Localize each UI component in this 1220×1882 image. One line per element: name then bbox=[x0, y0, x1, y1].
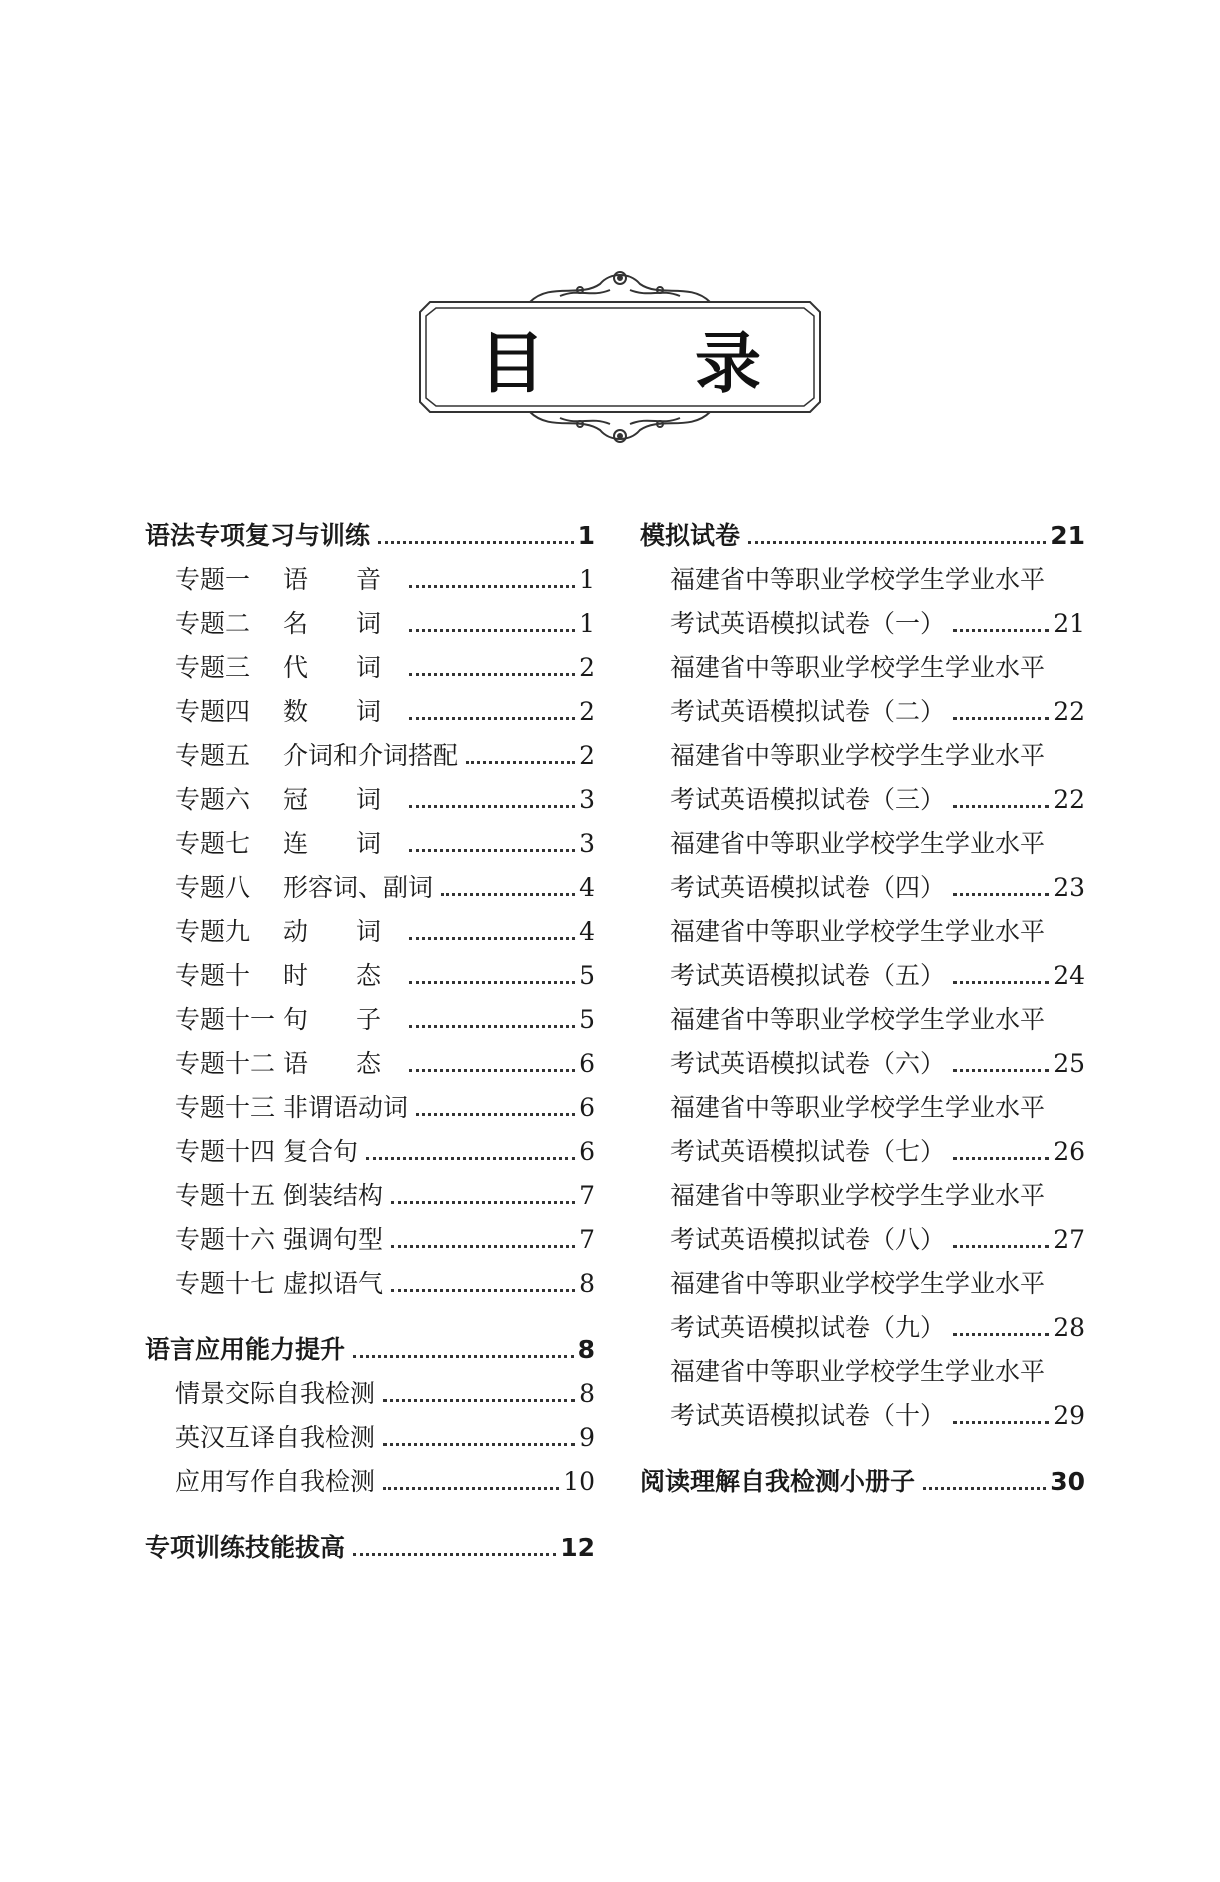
toc-topic-number: 专题三 bbox=[175, 653, 251, 682]
toc-heading[interactable] bbox=[640, 514, 1085, 558]
page-number: 28 bbox=[1053, 1313, 1085, 1342]
toc-topic-number: 专题一 bbox=[175, 565, 251, 594]
page-number: 3 bbox=[579, 829, 595, 858]
toc-item[interactable] bbox=[640, 778, 1085, 822]
toc-topic-name: 名 词 bbox=[283, 609, 401, 638]
leader-dots bbox=[953, 893, 1049, 896]
page-number: 10 bbox=[563, 1467, 595, 1496]
leader-dots bbox=[748, 541, 1046, 544]
page-number: 23 bbox=[1053, 873, 1085, 902]
leader-dots bbox=[953, 981, 1049, 984]
toc-item[interactable] bbox=[640, 1394, 1085, 1438]
toc-item-line bbox=[640, 1350, 1085, 1394]
toc-item-label bbox=[175, 1218, 383, 1262]
page-number: 27 bbox=[1053, 1225, 1085, 1254]
page-number: 22 bbox=[1053, 697, 1085, 726]
toc-topic-name: 复合句 bbox=[283, 1137, 359, 1166]
toc-topic-number: 专题十六 bbox=[175, 1225, 276, 1254]
toc-section-reading bbox=[640, 1460, 1085, 1504]
toc-item-label bbox=[175, 1262, 383, 1306]
leader-dots bbox=[383, 1443, 575, 1446]
page-number: 1 bbox=[577, 521, 595, 550]
toc-topic-name: 代 词 bbox=[283, 653, 401, 682]
leader-dots bbox=[409, 849, 575, 852]
toc-item-label-line2: 考试英语模拟试卷（七） bbox=[670, 1137, 946, 1166]
page-number: 7 bbox=[579, 1225, 595, 1254]
toc-item-label-line2: 考试英语模拟试卷（二） bbox=[670, 697, 946, 726]
toc-heading-label: 模拟试卷 bbox=[640, 521, 741, 550]
toc-item-label-line2: 考试英语模拟试卷（十） bbox=[670, 1401, 946, 1430]
toc-topic-number: 专题七 bbox=[175, 829, 251, 858]
toc-topic-number: 专题四 bbox=[175, 697, 251, 726]
leader-dots bbox=[409, 717, 575, 720]
page-number: 21 bbox=[1053, 609, 1085, 638]
toc-item-label-line1: 福建省中等职业学校学生学业水平 bbox=[670, 1269, 1046, 1298]
toc-item[interactable] bbox=[145, 1174, 595, 1218]
toc-topic-name: 语 音 bbox=[283, 565, 401, 594]
toc-topic-name: 冠 词 bbox=[283, 785, 401, 814]
leader-dots bbox=[383, 1487, 559, 1490]
leader-dots bbox=[391, 1201, 575, 1204]
page-number: 4 bbox=[579, 917, 595, 946]
toc-topic-name: 介词和介词搭配 bbox=[283, 741, 459, 770]
page-number: 21 bbox=[1050, 521, 1085, 550]
leader-dots bbox=[953, 1333, 1049, 1336]
toc-topic-name: 时 态 bbox=[283, 961, 401, 990]
toc-heading-label: 阅读理解自我检测小册子 bbox=[640, 1467, 916, 1496]
leader-dots bbox=[391, 1289, 575, 1292]
leader-dots bbox=[416, 1113, 575, 1116]
toc-item-line bbox=[640, 558, 1085, 602]
toc-item[interactable] bbox=[640, 1130, 1085, 1174]
page-number: 8 bbox=[579, 1269, 595, 1298]
toc-topic-number: 专题九 bbox=[175, 917, 251, 946]
toc-item-label bbox=[175, 1130, 358, 1174]
toc-item[interactable] bbox=[145, 954, 595, 998]
toc-heading-label: 语言应用能力提升 bbox=[145, 1335, 346, 1364]
toc-topic-name: 句 子 bbox=[283, 1005, 401, 1034]
toc-item-label-line1: 福建省中等职业学校学生学业水平 bbox=[670, 565, 1046, 594]
toc-item[interactable] bbox=[145, 646, 595, 690]
toc-item-line bbox=[640, 998, 1085, 1042]
leader-dots bbox=[466, 761, 575, 764]
page-number: 29 bbox=[1053, 1401, 1085, 1430]
toc-item[interactable] bbox=[145, 1262, 595, 1306]
toc-item[interactable] bbox=[145, 1460, 595, 1504]
page-title-char-2: 录 bbox=[695, 324, 761, 402]
toc-item-label: 情景交际自我检测 bbox=[175, 1379, 376, 1408]
toc-item-label bbox=[175, 1042, 401, 1086]
toc-item-label bbox=[175, 690, 401, 734]
toc-item[interactable] bbox=[145, 690, 595, 734]
toc-item[interactable] bbox=[640, 866, 1085, 910]
toc-item[interactable] bbox=[145, 778, 595, 822]
toc-topic-number: 专题五 bbox=[175, 741, 251, 770]
toc-heading[interactable] bbox=[145, 1328, 595, 1372]
toc-topic-name: 形容词、副词 bbox=[283, 873, 434, 902]
page-number: 2 bbox=[579, 653, 595, 682]
toc-topic-name: 语 态 bbox=[283, 1049, 401, 1078]
toc-item[interactable] bbox=[145, 602, 595, 646]
page-number: 30 bbox=[1050, 1467, 1085, 1496]
toc-right-column bbox=[640, 514, 1085, 1526]
toc-section-grammar bbox=[145, 514, 595, 1306]
toc-topic-name: 动 词 bbox=[283, 917, 401, 946]
page-number: 6 bbox=[579, 1137, 595, 1166]
page-number: 7 bbox=[579, 1181, 595, 1210]
leader-dots bbox=[953, 1421, 1049, 1424]
page-number: 5 bbox=[579, 961, 595, 990]
leader-dots bbox=[441, 893, 575, 896]
toc-item[interactable] bbox=[145, 1042, 595, 1086]
toc-topic-number: 专题十 bbox=[175, 961, 251, 990]
leader-dots bbox=[409, 629, 575, 632]
toc-item-label bbox=[175, 910, 401, 954]
toc-item-label-line1: 福建省中等职业学校学生学业水平 bbox=[670, 1005, 1046, 1034]
toc-item-label-line2: 考试英语模拟试卷（五） bbox=[670, 961, 946, 990]
toc-item[interactable] bbox=[145, 910, 595, 954]
toc-topic-name: 数 词 bbox=[283, 697, 401, 726]
toc-topic-number: 专题六 bbox=[175, 785, 251, 814]
toc-item-label-line1: 福建省中等职业学校学生学业水平 bbox=[670, 741, 1046, 770]
toc-item-label-line2: 考试英语模拟试卷（四） bbox=[670, 873, 946, 902]
toc-heading-label: 专项训练技能拔高 bbox=[145, 1533, 346, 1562]
leader-dots bbox=[391, 1245, 575, 1248]
toc-item-label-line2: 考试英语模拟试卷（一） bbox=[670, 609, 946, 638]
toc-section-skills bbox=[145, 1526, 595, 1570]
leader-dots bbox=[409, 981, 575, 984]
toc-heading[interactable] bbox=[145, 1526, 595, 1570]
toc-topic-number: 专题十五 bbox=[175, 1181, 276, 1210]
toc-section-mock-exams bbox=[640, 514, 1085, 1438]
toc-heading[interactable] bbox=[640, 1460, 1085, 1504]
leader-dots bbox=[409, 1025, 575, 1028]
leader-dots bbox=[953, 805, 1049, 808]
toc-topic-number: 专题十三 bbox=[175, 1093, 276, 1122]
toc-topic-number: 专题八 bbox=[175, 873, 251, 902]
toc-topic-number: 专题十四 bbox=[175, 1137, 276, 1166]
toc-item-label bbox=[175, 954, 401, 998]
toc-item-label bbox=[175, 998, 401, 1042]
toc-item[interactable] bbox=[145, 558, 595, 602]
toc-item-line bbox=[640, 822, 1085, 866]
toc-item-label bbox=[175, 734, 458, 778]
page-number: 12 bbox=[560, 1533, 595, 1562]
toc-heading[interactable] bbox=[145, 514, 595, 558]
toc-item[interactable] bbox=[145, 734, 595, 778]
page-number: 8 bbox=[577, 1335, 595, 1364]
page-number: 22 bbox=[1053, 785, 1085, 814]
page-number: 26 bbox=[1053, 1137, 1085, 1166]
leader-dots bbox=[953, 1245, 1049, 1248]
toc-item-label bbox=[175, 646, 401, 690]
leader-dots bbox=[353, 1553, 556, 1556]
toc-topic-name: 非谓语动词 bbox=[283, 1093, 409, 1122]
page-number: 1 bbox=[579, 609, 595, 638]
page-number: 25 bbox=[1053, 1049, 1085, 1078]
toc-item-label-line1: 福建省中等职业学校学生学业水平 bbox=[670, 1357, 1046, 1386]
toc-item-label: 应用写作自我检测 bbox=[175, 1467, 376, 1496]
toc-item-label bbox=[175, 1086, 408, 1130]
leader-dots bbox=[409, 1069, 575, 1072]
toc-topic-number: 专题二 bbox=[175, 609, 251, 638]
toc-topic-name: 虚拟语气 bbox=[283, 1269, 384, 1298]
page-number: 24 bbox=[1053, 961, 1085, 990]
toc-topic-number: 专题十一 bbox=[175, 1005, 276, 1034]
toc-title-frame bbox=[410, 262, 830, 452]
page-number: 2 bbox=[579, 741, 595, 770]
page-title bbox=[410, 312, 830, 402]
toc-item[interactable] bbox=[145, 1218, 595, 1262]
toc-item-label bbox=[175, 1174, 383, 1218]
toc-item[interactable] bbox=[640, 1306, 1085, 1350]
toc-item[interactable] bbox=[145, 1416, 595, 1460]
toc-item[interactable] bbox=[640, 1042, 1085, 1086]
toc-topic-name: 倒装结构 bbox=[283, 1181, 384, 1210]
page-number: 2 bbox=[579, 697, 595, 726]
toc-item-line bbox=[640, 1174, 1085, 1218]
page-number: 8 bbox=[579, 1379, 595, 1408]
toc-item-label bbox=[175, 558, 401, 602]
leader-dots bbox=[953, 1069, 1049, 1072]
toc-item[interactable] bbox=[145, 1086, 595, 1130]
toc-topic-name: 连 词 bbox=[283, 829, 401, 858]
page-number: 6 bbox=[579, 1093, 595, 1122]
toc-item-label-line2: 考试英语模拟试卷（三） bbox=[670, 785, 946, 814]
leader-dots bbox=[366, 1157, 575, 1160]
toc-item-label-line1: 福建省中等职业学校学生学业水平 bbox=[670, 829, 1046, 858]
page-number: 3 bbox=[579, 785, 595, 814]
toc-item-line bbox=[640, 646, 1085, 690]
toc-item-label bbox=[175, 778, 401, 822]
toc-section-language bbox=[145, 1328, 595, 1504]
leader-dots bbox=[409, 805, 575, 808]
toc-item[interactable] bbox=[640, 602, 1085, 646]
toc-item[interactable] bbox=[640, 1218, 1085, 1262]
toc-item-line bbox=[640, 734, 1085, 778]
page-number: 6 bbox=[579, 1049, 595, 1078]
toc-item-label-line1: 福建省中等职业学校学生学业水平 bbox=[670, 1181, 1046, 1210]
toc-item-label: 英汉互译自我检测 bbox=[175, 1423, 376, 1452]
page-number: 4 bbox=[579, 873, 595, 902]
toc-item-label-line1: 福建省中等职业学校学生学业水平 bbox=[670, 1093, 1046, 1122]
page-number: 9 bbox=[579, 1423, 595, 1452]
toc-item-label bbox=[175, 822, 401, 866]
toc-topic-name: 强调句型 bbox=[283, 1225, 384, 1254]
toc-item-label-line2: 考试英语模拟试卷（八） bbox=[670, 1225, 946, 1254]
toc-topic-number: 专题十二 bbox=[175, 1049, 276, 1078]
toc-left-column bbox=[145, 514, 595, 1592]
page-title-char-1: 目 bbox=[479, 324, 545, 402]
toc-item[interactable] bbox=[640, 954, 1085, 998]
page-number: 5 bbox=[579, 1005, 595, 1034]
toc-item-line bbox=[640, 910, 1085, 954]
toc-item[interactable] bbox=[640, 690, 1085, 734]
toc-item-label-line2: 考试英语模拟试卷（九） bbox=[670, 1313, 946, 1342]
toc-item[interactable] bbox=[145, 1130, 595, 1174]
page-number: 1 bbox=[579, 565, 595, 594]
leader-dots bbox=[953, 1157, 1049, 1160]
toc-item-label-line1: 福建省中等职业学校学生学业水平 bbox=[670, 653, 1046, 682]
leader-dots bbox=[409, 673, 575, 676]
toc-topic-number: 专题十七 bbox=[175, 1269, 276, 1298]
leader-dots bbox=[409, 937, 575, 940]
leader-dots bbox=[383, 1399, 575, 1402]
toc-item[interactable] bbox=[145, 866, 595, 910]
toc-item[interactable] bbox=[145, 1372, 595, 1416]
leader-dots bbox=[953, 629, 1049, 632]
toc-item-label-line2: 考试英语模拟试卷（六） bbox=[670, 1049, 946, 1078]
toc-item[interactable] bbox=[145, 822, 595, 866]
leader-dots bbox=[409, 585, 575, 588]
toc-item-label-line1: 福建省中等职业学校学生学业水平 bbox=[670, 917, 1046, 946]
toc-heading-label: 语法专项复习与训练 bbox=[145, 521, 371, 550]
toc-item-line bbox=[640, 1086, 1085, 1130]
toc-item-label bbox=[175, 602, 401, 646]
leader-dots bbox=[953, 717, 1049, 720]
toc-item-line bbox=[640, 1262, 1085, 1306]
leader-dots bbox=[923, 1487, 1046, 1490]
leader-dots bbox=[353, 1355, 574, 1358]
leader-dots bbox=[378, 541, 574, 544]
toc-item-label bbox=[175, 866, 433, 910]
toc-item[interactable] bbox=[145, 998, 595, 1042]
